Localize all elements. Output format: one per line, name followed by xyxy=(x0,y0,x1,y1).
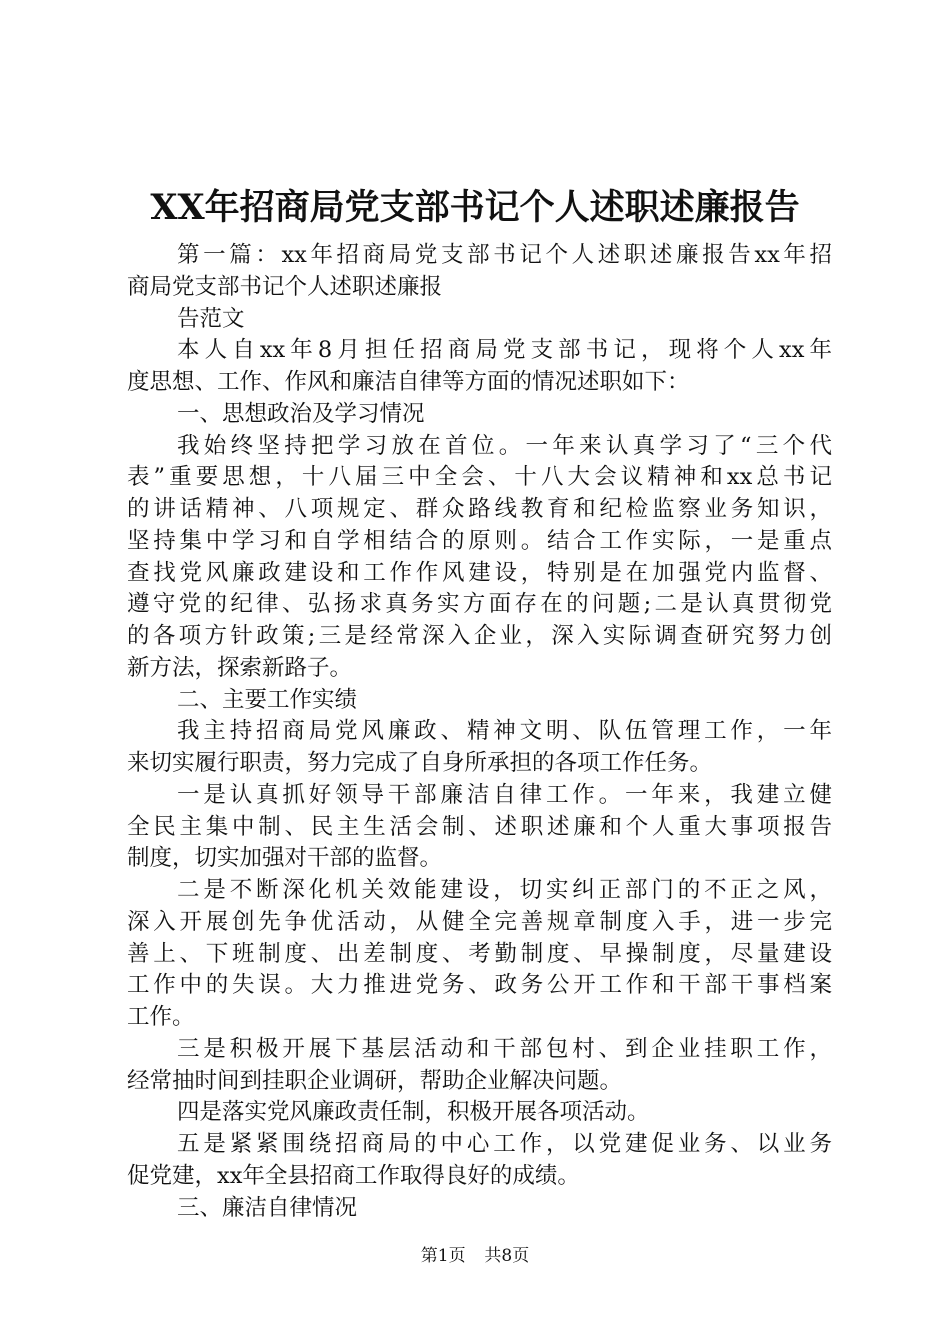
text-line: 来切实履行职责，努力完成了自身所承担的各项工作任务。 xyxy=(127,750,713,776)
text-line: 的各项方针政策;三是经常深入企业，深入实际调查研究努力创 xyxy=(127,623,832,649)
text-line: 工作。 xyxy=(127,1004,195,1030)
text-line: 坚持集中学习和自学相结合的原则。结合工作实际，一是重点 xyxy=(127,527,832,554)
text-line: 第一篇：xx年招商局党支部书记个人述职述廉报告xx年招 xyxy=(177,242,832,268)
text-line: 全民主集中制、民主生活会制、述职述廉和个人重大事项报告 xyxy=(127,813,832,840)
text-line: 深入开展创先争优活动，从健全完善规章制度入手，进一步完 xyxy=(127,908,832,935)
text-line: 工作中的失误。大力推进党务、政务公开工作和干部干事档案 xyxy=(127,972,832,999)
text-line: 新方法，探索新路子。 xyxy=(127,654,353,681)
page-number: 第1页 xyxy=(420,1246,466,1266)
text-line: 三是积极开展下基层活动和干部包村、到企业挂职工作， xyxy=(177,1035,832,1062)
text-line: 五是紧紧围绕招商局的中心工作，以党建促业务、以业务 xyxy=(177,1131,832,1157)
text-line: 二是不断深化机关效能建设，切实纠正部门的不正之风， xyxy=(177,877,832,903)
text-line: 促党建，xx年全县招商工作取得良好的成绩。 xyxy=(127,1162,580,1189)
text-line: 商局党支部书记个人述职述廉报 xyxy=(127,273,443,300)
text-line: 经常抽时间到挂职企业调研，帮助企业解决问题。 xyxy=(127,1067,623,1094)
text-line: 一是认真抓好领导干部廉洁自律工作。一年来，我建立健 xyxy=(177,781,832,808)
text-line: 本人自xx年8月担任招商局党支部书记，现将个人xx年 xyxy=(177,337,832,364)
text-line: 我主持招商局党风廉政、精神文明、队伍管理工作，一年 xyxy=(177,718,832,745)
text-line: 查找党风廉政建设和工作作风建设，特别是在加强党内监督、 xyxy=(127,559,832,586)
text-line: 三、廉洁自律情况 xyxy=(177,1194,358,1221)
page-footer xyxy=(0,1244,950,1268)
text-line: 善上、下班制度、出差制度、考勤制度、早操制度，尽量建设 xyxy=(127,940,832,967)
text-line: 表”重要思想，十八届三中全会、十八大会议精神和xx总书记 xyxy=(127,464,832,491)
text-line: 我始终坚持把学习放在首位。一年来认真学习了“三个代 xyxy=(177,432,832,459)
text-line: 告范文 xyxy=(177,305,245,332)
text-line: 一、思想政治及学习情况 xyxy=(177,400,425,427)
document-body xyxy=(127,240,832,1224)
text-line: 制度，切实加强对干部的监督。 xyxy=(127,845,443,872)
text-line: 四是落实党风廉政责任制，积极开展各项活动。 xyxy=(177,1099,650,1126)
text-line: 遵守党的纪律、弘扬求真务实方面存在的问题;二是认真贯彻党 xyxy=(127,591,832,618)
page-title: XX年招商局党支部书记个人述职述廉报告 xyxy=(150,187,800,228)
text-line: 度思想、工作、作风和廉洁自律等方面的情况述职如下： xyxy=(127,369,690,395)
page-total: 共8页 xyxy=(484,1246,530,1266)
text-line: 二、主要工作实绩 xyxy=(177,686,358,713)
text-line: 的讲话精神、八项规定、群众路线教育和纪检监察业务知识， xyxy=(127,496,832,522)
